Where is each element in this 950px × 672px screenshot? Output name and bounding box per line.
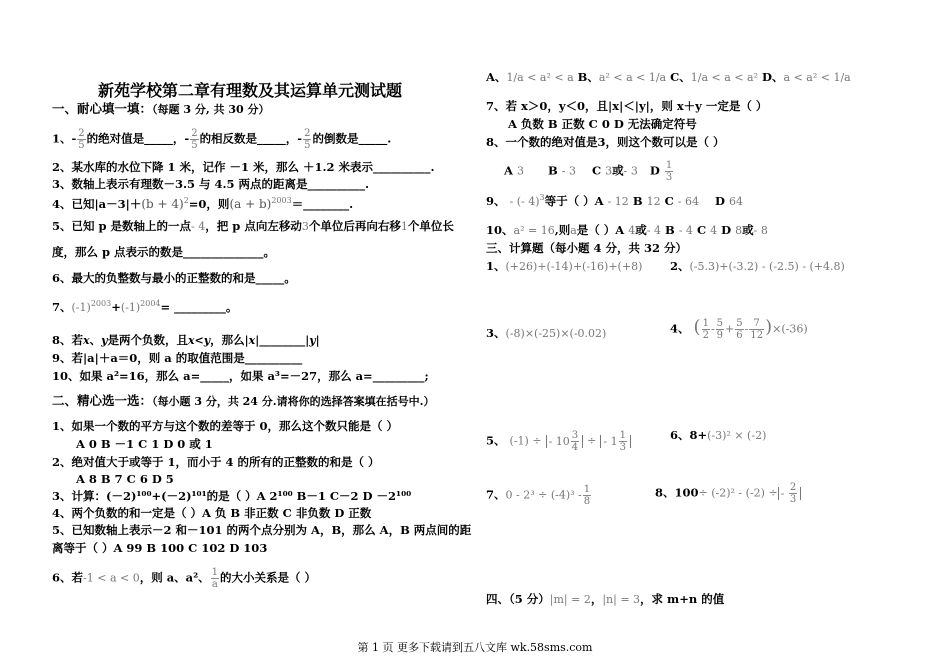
c10-or: 或 bbox=[635, 223, 647, 237]
calc-2-expr: (-5.3)+(-3.2) - (-2.5) - (+4.8) bbox=[689, 260, 845, 273]
numerator: 5 bbox=[716, 318, 724, 329]
c10-a-val: 4 bbox=[628, 224, 636, 237]
question-1-6: 6、最大的负整数与最小的正整数的和是_____。 bbox=[52, 271, 296, 285]
q7-term-2: (-1) bbox=[120, 300, 141, 314]
calc-5-abs-2 bbox=[600, 430, 631, 453]
c8-c: C bbox=[591, 163, 602, 178]
c10-d-val: 8 bbox=[735, 224, 743, 237]
q1-part-d: 的倒数是_____. bbox=[312, 131, 392, 146]
c10-var: a bbox=[570, 224, 577, 237]
c10-d: D bbox=[721, 223, 732, 237]
c6-part-c: 的大小关系是（ ） bbox=[220, 570, 317, 585]
c10-label: 10、 bbox=[486, 223, 514, 237]
opt-a-expr: 1/a < a² < a bbox=[506, 71, 574, 84]
calc-5-label: 5、 bbox=[486, 433, 506, 448]
c9-text: 等于（ ）A bbox=[544, 193, 604, 208]
q8-part-d: ，那么 bbox=[210, 333, 245, 347]
opt-d-expr: a < a² < 1/a bbox=[783, 71, 851, 84]
q5-part-c: 个单位后再向右移 bbox=[308, 219, 401, 233]
q4-part-a: 4、已知|a－3|＋ bbox=[52, 196, 142, 211]
fraction bbox=[702, 318, 710, 341]
fraction-1-8 bbox=[583, 484, 591, 507]
calc-7-expr: 0 - 2³ ÷ (-4)³ - bbox=[505, 488, 582, 502]
choice-2-options: A 8 B 7 C 6 D 5 bbox=[76, 472, 174, 486]
q8-var-x: x bbox=[83, 334, 90, 347]
denominator: 3 bbox=[665, 172, 673, 183]
fraction-2-5 bbox=[77, 128, 85, 151]
calc-6-label: 6、8+ bbox=[670, 428, 708, 442]
c9-b: B bbox=[632, 193, 643, 208]
question-1-3: 3、数轴上表示有理数－3.5 与 4.5 两点的距离是__________. bbox=[52, 177, 370, 191]
q8-part-c: 是两个负数，且 bbox=[107, 333, 188, 347]
fraction bbox=[735, 318, 743, 341]
choice-8: 8、一个数的绝对值是3，则这个数可以是（ ） bbox=[486, 135, 725, 149]
c8-c-val: 3 bbox=[605, 164, 613, 178]
c10-c-val: 4 bbox=[710, 224, 718, 237]
c10-a-val2: - 4 bbox=[646, 224, 661, 237]
q5-part-b: ，把 p 点向左移动 bbox=[205, 219, 302, 233]
calc-4-label: 4、 bbox=[670, 321, 690, 336]
calc-1-expr: (+26)+(-14)+(-16)+(+8) bbox=[505, 260, 643, 273]
q5-part-d: 个单位长 bbox=[407, 219, 454, 233]
operator: - bbox=[744, 322, 749, 336]
s4-abs-n: |n| = 3 bbox=[602, 593, 641, 606]
c10-or-2: 或 bbox=[742, 223, 754, 237]
numerator: 7 bbox=[749, 318, 764, 330]
fraction-2-3 bbox=[789, 482, 797, 505]
calc-4 bbox=[670, 318, 808, 341]
fraction bbox=[716, 318, 724, 341]
calc-8-abs: - $\frac{2}{3}$ bbox=[778, 487, 802, 500]
fraction-2-5 bbox=[190, 128, 198, 151]
paren-open: ( bbox=[693, 316, 701, 338]
c9-c: C bbox=[664, 193, 674, 208]
denominator: 4 bbox=[571, 442, 579, 453]
exam-title: 新苑学校第二章有理数及其运算单元测试题 bbox=[98, 81, 403, 100]
choice-4: 4、两个负数的和一定是（ ）A 负 B 非正数 C 非负数 D 正数 bbox=[52, 506, 372, 520]
q5-three: 3 bbox=[301, 220, 309, 233]
c6-range: -1 < a < 0 bbox=[83, 571, 140, 585]
c6-part-a: 6、若 bbox=[52, 570, 84, 585]
calc-6 bbox=[670, 428, 766, 443]
question-1-5 bbox=[52, 219, 454, 234]
c9-label: 9、 bbox=[486, 193, 506, 208]
q4-exponent-2003: 2003 bbox=[271, 196, 292, 205]
choice-9 bbox=[486, 190, 743, 209]
c10-d-val2: - 8 bbox=[753, 224, 768, 237]
numerator: 2 bbox=[304, 128, 311, 139]
opt-c-label: C、 bbox=[670, 70, 691, 84]
denominator: 9 bbox=[716, 330, 724, 341]
calc-1-label: 1、 bbox=[486, 259, 506, 273]
c8-a: A bbox=[504, 163, 513, 178]
numerator: 1 bbox=[702, 318, 709, 329]
operator: - bbox=[710, 322, 715, 336]
fraction-1-3 bbox=[619, 430, 627, 453]
calc-5 bbox=[486, 430, 631, 453]
c6-part-b: ，则 a、a²、 bbox=[139, 570, 210, 585]
choice-6-options bbox=[486, 70, 851, 85]
fraction-3-4 bbox=[571, 430, 579, 453]
q7-plus: + bbox=[111, 299, 121, 314]
denominator: 5 bbox=[304, 140, 311, 151]
numerator: 2 bbox=[789, 482, 797, 493]
calc-8-expr: ÷ (-2)² - (-2) ÷ bbox=[698, 486, 778, 500]
q7-term-1: (-1) bbox=[71, 300, 91, 314]
question-1-9: 9、若|a|＋a＝0，则 a 的取值范围是__________ bbox=[52, 351, 303, 365]
q7-equals: = _________。 bbox=[160, 299, 238, 314]
section-4 bbox=[486, 592, 724, 607]
opt-b-label: B、 bbox=[577, 70, 599, 84]
numerator: 3 bbox=[571, 430, 579, 441]
section-2-title: 二、精心选一选： bbox=[52, 393, 153, 408]
operator: + bbox=[725, 322, 735, 336]
calc-6-expr: (-3)² × (-2) bbox=[707, 429, 767, 442]
section-4-heading: 四、（5 分） bbox=[486, 592, 550, 606]
opt-b-expr: a² < a < 1/a bbox=[598, 71, 667, 84]
s4-sep: ， bbox=[590, 592, 603, 606]
choice-5-cont: 离等于（ ）A 99 B 100 C 102 D 103 bbox=[52, 541, 268, 555]
page-footer: 第 1 页 更多下载请到五八文库 wk.58sms.com bbox=[357, 641, 593, 654]
opt-c-expr: 1/a < a < a² bbox=[690, 71, 759, 84]
section-1-heading bbox=[52, 101, 269, 117]
calc-2-label: 2、 bbox=[670, 259, 690, 273]
opt-a-label: A、 bbox=[486, 70, 507, 84]
calc-7 bbox=[486, 484, 592, 507]
q8-abs-y: |y| bbox=[305, 334, 320, 347]
choice-1-options: A 0 B －1 C 1 D 0 或 1 bbox=[76, 437, 213, 451]
denominator: 5 bbox=[191, 140, 198, 151]
choice-10 bbox=[486, 223, 768, 238]
calc-8 bbox=[655, 482, 801, 505]
calc-5-abs-1 bbox=[546, 430, 584, 453]
calc-4-tail: ×(-36) bbox=[772, 322, 808, 336]
q4-part-b: =0，则 bbox=[188, 196, 230, 211]
calc-2 bbox=[670, 259, 845, 274]
question-1-5-cont: 度，那么 p 点表示的数是______________。 bbox=[52, 245, 276, 259]
choice-8-options bbox=[504, 160, 674, 183]
question-1-4 bbox=[52, 193, 353, 212]
fraction bbox=[749, 318, 764, 341]
denominator: 3 bbox=[789, 494, 797, 505]
c9-d-val: 64 bbox=[729, 194, 743, 208]
calc-5-part-1: (-1) ÷ bbox=[509, 434, 542, 448]
question-1-8 bbox=[52, 333, 320, 348]
c8-b-val: - 3 bbox=[561, 164, 576, 178]
q7-exp-2004: 2004 bbox=[140, 299, 161, 308]
q5-minus-4: - 4 bbox=[191, 220, 206, 233]
choice-5: 5、已知数轴上表示－2 和－101 的两个点分别为 A，B，那么 A，B 两点间的距 bbox=[52, 523, 472, 537]
c9-expr: - (- 4) bbox=[509, 194, 540, 208]
section-2-note: （每小题 3 分，共 24 分.请将你的选择答案填在括号中.） bbox=[152, 395, 435, 408]
numerator: 2 bbox=[191, 128, 198, 139]
c9-a-val: - 12 bbox=[607, 194, 629, 208]
c8-d: D bbox=[649, 163, 660, 178]
c10-text-a: ,则 bbox=[554, 223, 571, 237]
section-1-note: （每题 3 分, 共 30 分） bbox=[152, 103, 270, 116]
c8-c-val2: - 3 bbox=[623, 164, 638, 178]
question-1-1 bbox=[52, 128, 391, 151]
choice-2: 2、绝对值大于或等于 1，而小于 4 的所有的正整数的和是（ ） bbox=[52, 455, 380, 469]
c9-b-val: 12 bbox=[646, 194, 661, 208]
numerator: 1 bbox=[211, 567, 219, 578]
calc-5-whole-2: - 1 bbox=[603, 434, 618, 448]
q1-part-c: 的相反数是_____，- bbox=[199, 131, 303, 146]
q4-exponent: 2 bbox=[183, 196, 189, 205]
denominator: 2 bbox=[702, 330, 709, 341]
denominator: 5 bbox=[78, 140, 85, 151]
opt-d-label: D、 bbox=[762, 70, 784, 84]
choice-6 bbox=[52, 567, 316, 590]
q8-abs-x: |x| bbox=[244, 334, 260, 347]
c8-or: 或 bbox=[612, 163, 624, 178]
q8-part-b: 、 bbox=[89, 333, 102, 347]
paren-close: ) bbox=[765, 316, 773, 338]
calc-3-label: 3、 bbox=[486, 326, 506, 340]
c10-b-val: - 4 bbox=[678, 224, 693, 237]
c9-c-val: - 64 bbox=[677, 194, 699, 208]
fraction-1-3 bbox=[665, 160, 673, 183]
numerator: 1 bbox=[665, 160, 673, 171]
c9-exp: 3 bbox=[539, 193, 545, 202]
question-1-7 bbox=[52, 296, 237, 315]
choice-7-options: A 负数 B 正数 C 0 D 无法确定符号 bbox=[508, 117, 697, 131]
q1-part-a: 1、- bbox=[52, 131, 77, 146]
s4-abs-m: |m| = 2 bbox=[549, 593, 591, 606]
s4-tail: ，求 m+n 的值 bbox=[640, 592, 725, 606]
calc-7-label: 7、 bbox=[486, 487, 506, 502]
choice-3: 3、计算：(－2)¹⁰⁰+(－2)¹⁰¹的是（ ）A 2¹⁰⁰ B－1 C－2 D －2¹⁰⁰ bbox=[52, 489, 412, 503]
fraction-2-5 bbox=[303, 128, 311, 151]
choice-7: 7、若 x＞0，y＜0，且|x|＜|y|，则 x＋y 一定是（ ） bbox=[486, 99, 768, 113]
q8-var-y: y bbox=[101, 334, 108, 347]
section-2-heading bbox=[52, 393, 434, 409]
choice-1: 1、如果一个数的平方与这个数的差等于 0，那么这个数只能是（ ） bbox=[52, 419, 399, 433]
denominator: 3 bbox=[619, 442, 626, 453]
denominator: 6 bbox=[736, 330, 743, 341]
question-1-10: 10、如果 a²=16，那么 a=_____，如果 a³=－27，那么 a=_________; bbox=[52, 369, 429, 383]
c10-c: C bbox=[696, 223, 707, 237]
q4-part-c: ＝________. bbox=[291, 196, 354, 211]
c10-expr: a² = 16 bbox=[513, 224, 555, 237]
q7-exp-2003: 2003 bbox=[90, 299, 112, 308]
q8-part-a: 8、若 bbox=[52, 333, 84, 347]
q1-part-b: 的绝对值是_____，- bbox=[86, 131, 190, 146]
c8-a-val: 3 bbox=[516, 164, 524, 178]
q7-label: 7、 bbox=[52, 299, 72, 314]
section-3-heading: 三、计算题（每小题 4 分，共 32 分） bbox=[486, 241, 688, 255]
calc-5-div: ÷ bbox=[587, 434, 597, 448]
denominator: a bbox=[211, 579, 218, 590]
section-1-title: 一、耐心填一填： bbox=[52, 101, 153, 116]
fraction-1-a bbox=[211, 567, 219, 590]
calc-8-label: 8、100 bbox=[655, 485, 699, 500]
q5-one: 1 bbox=[400, 220, 408, 233]
c10-text-b: 是（ ）A bbox=[576, 223, 625, 237]
q5-part-a: 5、已知 p 是数轴上的一点 bbox=[52, 219, 192, 233]
numerator: 2 bbox=[78, 128, 85, 139]
calc-3 bbox=[486, 326, 606, 341]
q4-expr-a-plus-b: (a + b) bbox=[229, 196, 272, 211]
calc-1 bbox=[486, 259, 642, 274]
numerator: 1 bbox=[583, 484, 591, 495]
calc-5-whole-1: - 10 bbox=[548, 434, 570, 448]
numerator: 1 bbox=[619, 430, 626, 441]
question-1-2: 2、某水库的水位下降 1 米，记作 －1 米，那么 ＋1.2 米表示__________. bbox=[52, 160, 435, 174]
c10-b: B bbox=[664, 223, 675, 237]
denominator: 12 bbox=[750, 330, 764, 341]
q8-condition: x<y bbox=[187, 334, 211, 347]
numerator: 5 bbox=[736, 318, 743, 329]
calc-3-expr: (-8)×(-25)×(-0.02) bbox=[505, 327, 607, 340]
q4-expr-b-plus-4: (b + 4) bbox=[141, 196, 184, 211]
c8-b: B bbox=[547, 163, 558, 178]
c9-d: D bbox=[715, 193, 725, 208]
q8-blank: ________ bbox=[259, 333, 306, 347]
denominator: 8 bbox=[583, 496, 591, 507]
